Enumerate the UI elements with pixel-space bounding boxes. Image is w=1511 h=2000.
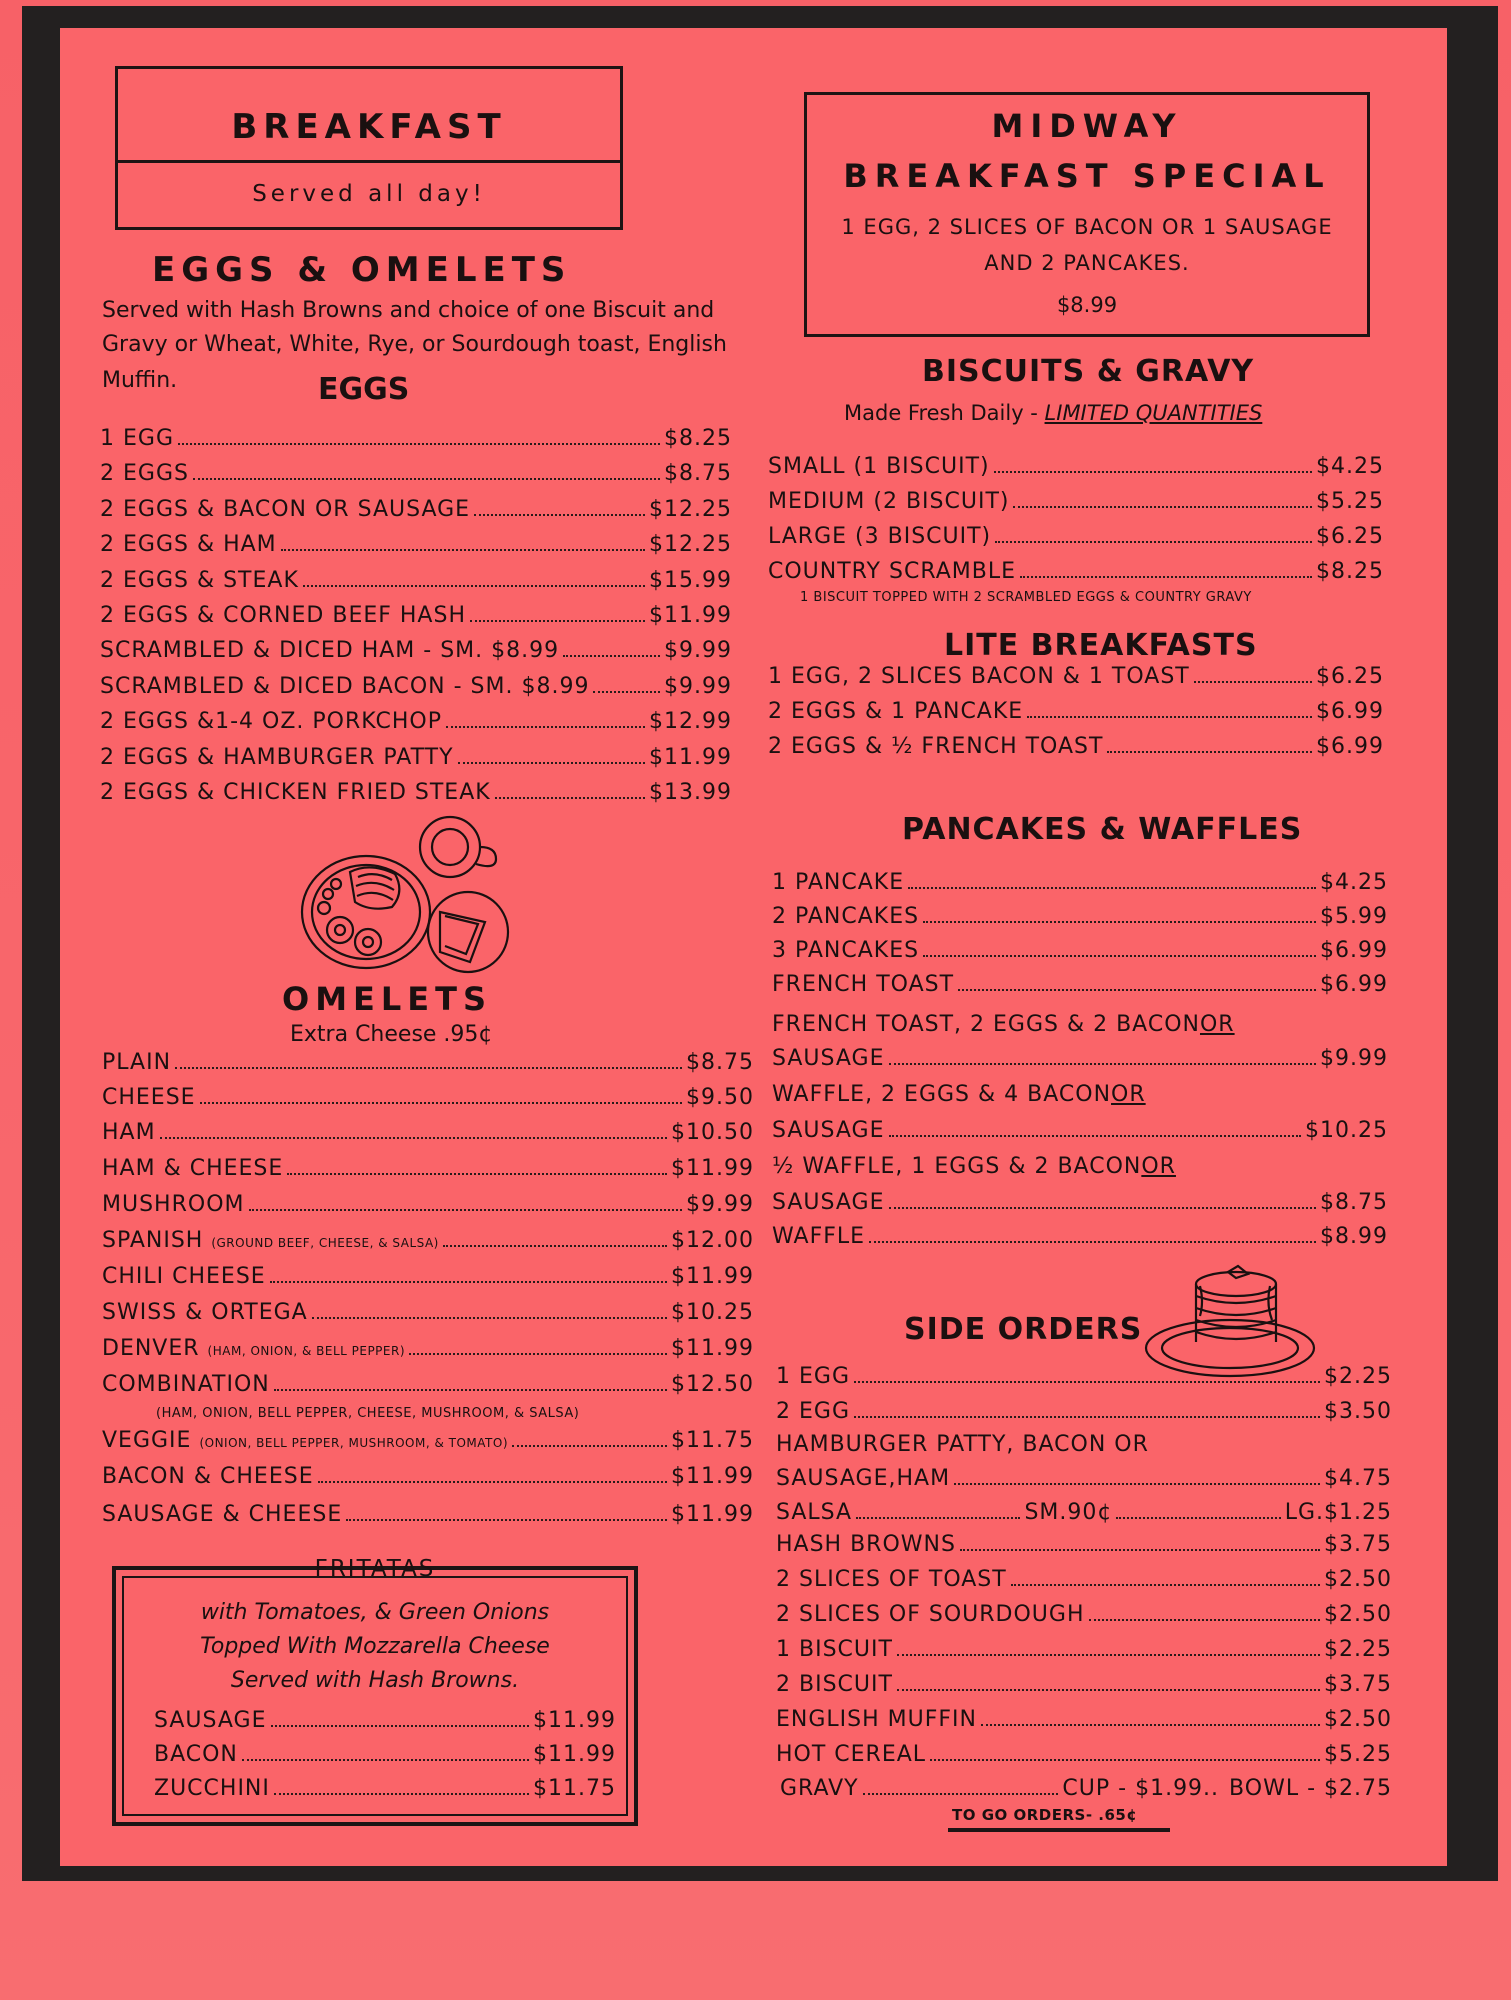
- omelets-item: [102, 1050, 754, 1075]
- dot-leader: [346, 1519, 667, 1521]
- eggs-omelets-desc-1: Served with Hash Browns and choice of one Biscuit and: [102, 298, 715, 323]
- item-name: PLAIN: [102, 1050, 172, 1075]
- item-price: $2.50: [1324, 1707, 1392, 1732]
- to-go-underline: [948, 1828, 1170, 1832]
- dot-leader: [495, 797, 645, 799]
- item-price: $10.25: [671, 1300, 754, 1325]
- biscuits-sub: [844, 401, 1262, 425]
- dot-leader: [193, 478, 660, 480]
- dot-leader: [160, 1137, 667, 1139]
- item-note: (HAM, ONION, & BELL PEPPER): [207, 1344, 406, 1358]
- biscuits-item: [768, 524, 1384, 549]
- sides-item: [776, 1364, 1392, 1389]
- item-price: $2.50: [1324, 1567, 1392, 1592]
- item-price: $12.99: [649, 709, 732, 735]
- item-name: CHEESE: [102, 1085, 196, 1110]
- biscuits-item: [768, 559, 1384, 584]
- dot-leader: [474, 514, 645, 516]
- item-name: 2 EGG: [776, 1399, 850, 1424]
- fritatas-line-3: Served with Hash Browns.: [230, 1668, 520, 1693]
- breakfast-title: BREAKFAST: [231, 107, 507, 147]
- item-price: $8.75: [686, 1050, 754, 1075]
- patty-line-1: HAMBURGER PATTY, BACON OR: [776, 1432, 1149, 1457]
- omelets-item: [102, 1264, 754, 1289]
- omelets-item: [102, 1192, 754, 1217]
- item-name: 2 EGGS & CORNED BEEF HASH: [100, 603, 466, 628]
- item-price: $5.99: [1320, 904, 1388, 929]
- dot-leader: [1013, 506, 1312, 508]
- item-price: $11.99: [671, 1264, 754, 1289]
- item-price: $11.75: [533, 1776, 616, 1801]
- item-name: MEDIUM (2 BISCUIT): [768, 489, 1010, 514]
- item-name: SCRAMBLED & DICED BACON - SM. $8.99: [100, 673, 590, 699]
- eggs-item: [100, 709, 732, 734]
- omelets-item: [102, 1085, 754, 1110]
- item-price: $11.99: [671, 1336, 754, 1361]
- eggs-item: [100, 603, 732, 628]
- sides-item: [776, 1742, 1392, 1767]
- eggs-item: [100, 780, 732, 805]
- omelets-item: [102, 1464, 754, 1489]
- dot-leader: [274, 1389, 667, 1391]
- pancake-combo-2-line-1: WAFFLE, 2 EGGS & 4 BACON OR: [772, 1082, 1146, 1107]
- item-name: CHILI CHEESE: [102, 1264, 266, 1289]
- dot-leader: [443, 1245, 667, 1247]
- item-price: $4.25: [1320, 870, 1388, 895]
- item-name: SPANISH: [102, 1228, 204, 1253]
- item-name: 2 PANCAKES: [772, 904, 920, 929]
- limited-quantities: LIMITED QUANTITIES: [1044, 401, 1263, 425]
- gravy-row: GRAVY CUP - $1.99.. BOWL - $2.75: [780, 1776, 1392, 1801]
- dot-leader: [854, 1381, 1320, 1383]
- item-price: $12.00: [671, 1228, 754, 1253]
- item-price: $9.50: [686, 1085, 754, 1110]
- item-price: $2.25: [1324, 1364, 1392, 1389]
- eggs-item: [100, 426, 732, 451]
- eggs-heading: EGGS: [318, 372, 410, 407]
- item-price: $12.25: [649, 496, 732, 522]
- item-price: $3.75: [1324, 1532, 1392, 1557]
- item-price: $2.50: [1324, 1602, 1392, 1627]
- eggs-item: [100, 497, 732, 522]
- sides-item: [776, 1532, 1392, 1557]
- omelets-note: Extra Cheese .95¢: [290, 1022, 493, 1047]
- fritatas-item: [154, 1742, 616, 1767]
- item-name: BACON: [154, 1742, 238, 1767]
- item-name: HAM: [102, 1120, 156, 1145]
- item-price: $5.25: [1324, 1742, 1392, 1767]
- biscuits-heading: BISCUITS & GRAVY: [922, 354, 1255, 389]
- item-name: SMALL (1 BISCUIT): [768, 454, 990, 479]
- pancakes-item: [772, 938, 1388, 963]
- item-price: $3.75: [1324, 1672, 1392, 1697]
- item-name: ENGLISH MUFFIN: [776, 1707, 977, 1732]
- special-price: $8.99: [1056, 293, 1118, 317]
- item-price: $6.25: [1316, 524, 1384, 549]
- eggs-item: [100, 461, 732, 486]
- dot-leader: [994, 471, 1312, 473]
- item-name: COMBINATION: [102, 1372, 270, 1397]
- patty-line-2: SAUSAGE,HAM $4.75: [776, 1466, 1392, 1491]
- waffle-row: WAFFLE $8.99: [772, 1224, 1388, 1249]
- special-title-1: MIDWAY: [991, 107, 1183, 145]
- pancake-combo-3-line-2: SAUSAGE $8.75: [772, 1190, 1388, 1215]
- lite-heading: LITE BREAKFASTS: [944, 628, 1258, 663]
- dot-leader: [981, 1724, 1320, 1726]
- dot-leader: [923, 921, 1316, 923]
- item-name: 2 SLICES OF SOURDOUGH: [776, 1602, 1085, 1627]
- omelets-item: [102, 1156, 754, 1181]
- item-note: (GROUND BEEF, CHEESE, & SALSA): [211, 1236, 439, 1250]
- sides-heading: SIDE ORDERS: [904, 1312, 1143, 1347]
- eggs-item: [100, 745, 732, 770]
- item-price: $10.50: [671, 1120, 754, 1145]
- dot-leader: [593, 691, 660, 693]
- item-name: 2 EGGS & STEAK: [100, 567, 299, 593]
- omelets-item: [102, 1372, 754, 1397]
- eggs-item: [100, 638, 732, 663]
- special-title-2: BREAKFAST SPECIAL: [843, 157, 1331, 195]
- item-name: 3 PANCAKES: [772, 938, 920, 963]
- omelets-item: [102, 1336, 754, 1361]
- item-name: 2 EGGS & CHICKEN FRIED STEAK: [100, 780, 491, 805]
- item-price: $11.99: [649, 744, 732, 770]
- lite-item: [768, 699, 1384, 724]
- sides-item: [776, 1672, 1392, 1697]
- sides-item: [776, 1602, 1392, 1627]
- pancake-stack-icon: [1140, 1262, 1320, 1380]
- dot-leader: [409, 1353, 667, 1355]
- item-name: FRENCH TOAST: [772, 972, 955, 997]
- item-price: $9.99: [686, 1192, 754, 1217]
- breakfast-divider: [118, 160, 620, 163]
- pancake-combo-2-line-2: SAUSAGE $10.25: [772, 1118, 1388, 1143]
- eggs-omelets-desc-2: Gravy or Wheat, White, Rye, or Sourdough toast, English: [102, 332, 727, 357]
- omelets-item: [102, 1120, 754, 1145]
- dot-leader: [303, 585, 645, 587]
- dot-leader: [200, 1102, 682, 1104]
- dot-leader: [281, 549, 645, 551]
- dot-leader: [287, 1173, 667, 1175]
- special-box: [804, 92, 1370, 337]
- sides-item: [776, 1567, 1392, 1592]
- item-price: $11.99: [671, 1464, 754, 1489]
- item-name: SWISS & ORTEGA: [102, 1300, 308, 1325]
- dot-leader: [249, 1209, 683, 1211]
- item-name: 2 EGGS & HAM: [100, 532, 277, 558]
- pancake-combo-1-line-2: SAUSAGE $9.99: [772, 1046, 1388, 1071]
- sides-item: [776, 1399, 1392, 1424]
- item-name: 2 BISCUIT: [776, 1672, 893, 1697]
- item-name: SCRAMBLED & DICED HAM - SM. $8.99: [100, 638, 560, 664]
- dot-leader: [854, 1416, 1320, 1418]
- item-name: VEGGIE: [102, 1428, 192, 1453]
- item-price: $6.99: [1320, 972, 1388, 997]
- dot-leader: [1107, 751, 1312, 753]
- item-name: 2 EGGS & ½ FRENCH TOAST: [768, 734, 1104, 759]
- biscuits-item: [768, 454, 1384, 479]
- dot-leader: [178, 443, 660, 445]
- fritatas-line-2: Topped With Mozzarella Cheese: [200, 1634, 550, 1659]
- eggs-item: [100, 568, 732, 593]
- item-name: ZUCCHINI: [154, 1776, 270, 1801]
- item-price: $2.25: [1324, 1637, 1392, 1662]
- item-price: $15.99: [649, 567, 732, 593]
- item-price: $13.99: [649, 780, 732, 805]
- dot-leader: [1027, 716, 1312, 718]
- served-all-day: Served all day!: [252, 181, 486, 207]
- item-name: BACON & CHEESE: [102, 1464, 314, 1489]
- item-name: 2 SLICES OF TOAST: [776, 1567, 1007, 1592]
- item-note: (ONION, BELL PEPPER, MUSHROOM, & TOMATO): [199, 1436, 508, 1450]
- item-name: 1 EGG: [100, 426, 174, 451]
- item-price: $6.99: [1316, 699, 1384, 724]
- dot-leader: [1089, 1619, 1321, 1621]
- salsa-row: SALSA SM.90¢ LG. $1.25: [776, 1500, 1392, 1525]
- item-price: $12.25: [649, 532, 732, 558]
- dot-leader: [960, 1549, 1320, 1551]
- eggs-omelets-heading: EGGS & OMELETS: [152, 250, 572, 290]
- item-price: $3.50: [1324, 1399, 1392, 1424]
- omelets-item: [102, 1428, 754, 1453]
- item-name: 1 BISCUIT: [776, 1637, 893, 1662]
- item-price: $9.99: [664, 638, 732, 664]
- item-name: SAUSAGE: [154, 1708, 267, 1733]
- lite-item: [768, 664, 1384, 689]
- dot-leader: [512, 1445, 667, 1447]
- dot-leader: [897, 1654, 1320, 1656]
- item-price: $11.99: [671, 1156, 754, 1181]
- biscuits-item: [768, 489, 1384, 514]
- dot-leader: [446, 726, 645, 728]
- item-name: HAM & CHEESE: [102, 1156, 284, 1181]
- omelets-item: [102, 1228, 754, 1253]
- item-price: $5.25: [1316, 489, 1384, 514]
- item-price: $8.25: [1316, 559, 1384, 584]
- item-name: COUNTRY SCRAMBLE: [768, 559, 1016, 584]
- item-price: $9.99: [664, 673, 732, 699]
- item-price: $11.99: [649, 603, 732, 628]
- dot-leader: [175, 1067, 682, 1069]
- dot-leader: [318, 1481, 667, 1483]
- item-name: HOT CEREAL: [776, 1742, 927, 1767]
- dot-leader: [242, 1759, 529, 1761]
- eggs-item: [100, 532, 732, 557]
- item-name: 2 EGGS &1-4 OZ. PORKCHOP: [100, 709, 442, 735]
- item-price: $8.75: [664, 461, 732, 487]
- pancakes-heading: PANCAKES & WAFFLES: [902, 812, 1303, 847]
- dot-leader: [563, 655, 660, 657]
- omelets-heading: OMELETS: [282, 980, 493, 1018]
- eggs-omelets-desc-3: Muffin.: [102, 368, 178, 393]
- breakfast-plate-icon: [300, 812, 512, 982]
- pancake-combo-3-line-1: ½ WAFFLE, 1 EGGS & 2 BACON OR: [772, 1154, 1176, 1179]
- item-price: $11.75: [671, 1428, 754, 1453]
- item-name: 1 EGG: [776, 1364, 850, 1389]
- omelets-item: [102, 1300, 754, 1325]
- dot-leader: [923, 955, 1316, 957]
- item-name: MUSHROOM: [102, 1192, 245, 1217]
- omelets-item: [102, 1502, 754, 1527]
- item-name: HASH BROWNS: [776, 1532, 956, 1557]
- dot-leader: [274, 1793, 529, 1795]
- item-price: $6.99: [1316, 734, 1384, 759]
- sides-item: [776, 1707, 1392, 1732]
- dot-leader: [458, 762, 646, 764]
- fritatas-line-1: with Tomatoes, & Green Onions: [200, 1600, 550, 1625]
- dot-leader: [271, 1725, 530, 1727]
- special-line-1: 1 EGG, 2 SLICES OF BACON OR 1 SAUSAGE: [841, 215, 1333, 239]
- lite-item: [768, 734, 1384, 759]
- item-price: $12.50: [671, 1372, 754, 1397]
- fritatas-heading: FRITATAS: [314, 1556, 436, 1582]
- dot-leader: [908, 887, 1316, 889]
- dot-leader: [270, 1281, 667, 1283]
- dot-leader: [312, 1317, 667, 1319]
- item-name: 2 EGGS & HAMBURGER PATTY: [100, 744, 454, 770]
- dot-leader: [995, 541, 1312, 543]
- pancakes-item: [772, 870, 1388, 895]
- dot-leader: [958, 989, 1316, 991]
- dot-leader: [930, 1759, 1320, 1761]
- to-go-orders: TO GO ORDERS- .65¢: [952, 1806, 1138, 1824]
- item-price: $11.99: [533, 1742, 616, 1767]
- item-price: $6.99: [1320, 938, 1388, 963]
- sides-item: [776, 1637, 1392, 1662]
- dot-leader: [470, 620, 645, 622]
- item-name: 2 EGGS & 1 PANCAKE: [768, 699, 1024, 724]
- dot-leader: [897, 1689, 1320, 1691]
- item-name: 1 PANCAKE: [772, 870, 905, 895]
- dot-leader: [1194, 681, 1312, 683]
- pancake-combo-1-line-1: FRENCH TOAST, 2 EGGS & 2 BACON OR: [772, 1012, 1235, 1037]
- eggs-item: [100, 674, 732, 699]
- item-name: DENVER: [102, 1336, 200, 1361]
- breakfast-title-box: [115, 66, 623, 230]
- fritatas-item: [154, 1776, 616, 1801]
- pancakes-item: [772, 972, 1388, 997]
- item-price: $11.99: [533, 1708, 616, 1733]
- dot-leader: [1011, 1584, 1320, 1586]
- item-name: SAUSAGE & CHEESE: [102, 1502, 343, 1527]
- combination-note: (HAM, ONION, BELL PEPPER, CHEESE, MUSHROOM, & SALSA): [156, 1406, 580, 1421]
- item-name: 2 EGGS & BACON OR SAUSAGE: [100, 496, 471, 522]
- item-price: $4.25: [1316, 454, 1384, 479]
- item-price: $6.25: [1316, 664, 1384, 689]
- dot-leader: [1020, 576, 1312, 578]
- item-name: 1 EGG, 2 SLICES BACON & 1 TOAST: [768, 664, 1190, 689]
- item-price: $11.99: [671, 1502, 754, 1527]
- item-name: LARGE (3 BISCUIT): [768, 524, 992, 549]
- country-scramble-note: 1 BISCUIT TOPPED WITH 2 SCRAMBLED EGGS & COUNTRY GRAVY: [800, 590, 1252, 605]
- item-name: 2 EGGS: [100, 461, 189, 487]
- fritatas-item: [154, 1708, 616, 1733]
- biscuits-sub-prefix: Made Fresh Daily -: [844, 401, 1045, 425]
- pancakes-item: [772, 904, 1388, 929]
- item-price: $8.25: [664, 426, 732, 451]
- special-line-2: AND 2 PANCAKES.: [984, 251, 1190, 275]
